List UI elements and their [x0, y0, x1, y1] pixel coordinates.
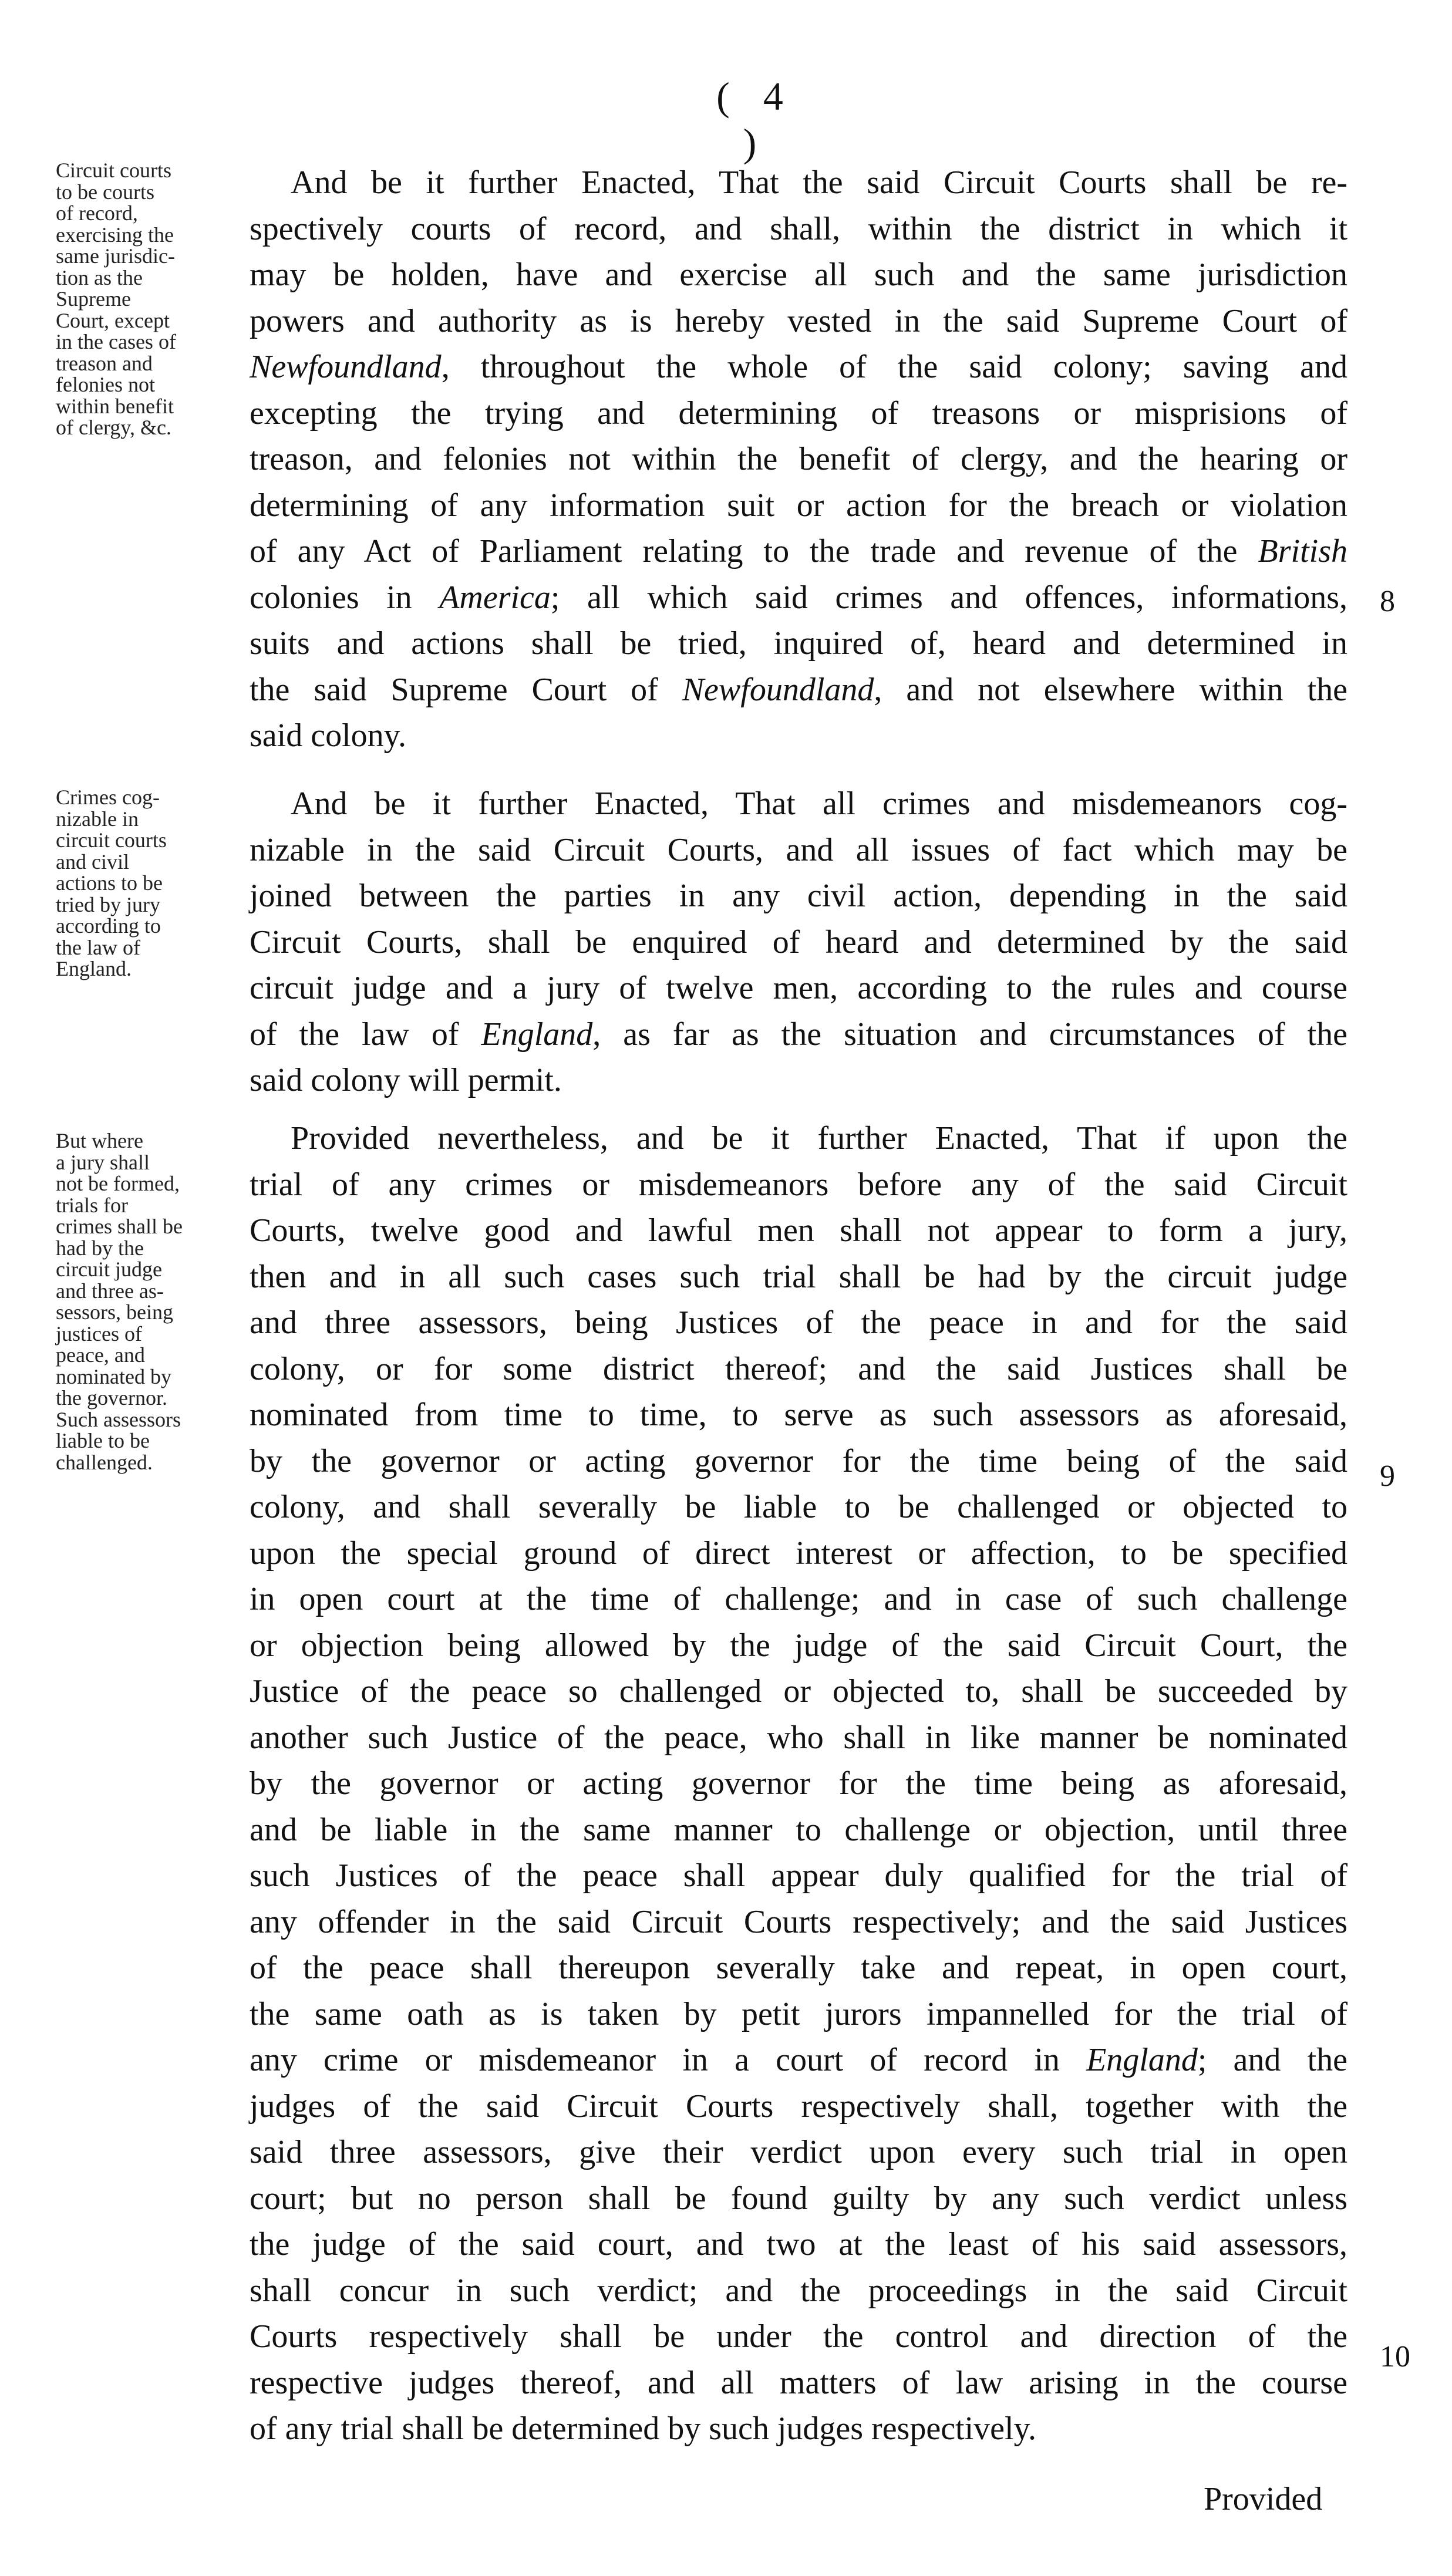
- catchword: Provided: [1204, 2481, 1323, 2517]
- margin-note-crimes-cognizable: Crimes cog- nizable in circuit courts and civil actions to be tried by jury according to the law of England.: [56, 785, 167, 980]
- paragraph-assessors-proviso: Provided nevertheless, and be it further Enacted, That if upon the trial of any crimes or misdemeanors before any of the said Circuit Courts, twelve good and lawful men shall not appear to form a jury, then and in all such cases such trial shall be had by the circuit judge and three assessors, being Justices of the peace in and for the said colony, or for some district thereof; and the said Justices shall be nominated from time to time, to serve as such assessors as aforesaid, by the governor or acting governor for the time being of the said colony, and shall severally be liable to be challenged or objected to upon the special ground of direct interest or affection, to be specified in open court at the time of challenge; and in case of such challenge or objection being allowed by the judge of the said Circuit Court, the Justice of the peace so challenged or objected to, shall be succeeded by another such Justice of the peace, who shall in like manner be nominated by the governor or acting governor for the time being as aforesaid, and be liable in the same manner to challenge or objection, until three such Justices of the peace shall appear duly qualified for the trial of any offender in the said Circuit Courts respectively; and the said Justices of the peace shall thereupon severally take and repeat, in open court, the same oath as is taken by petit jurors impannelled for the trial of any crime or misdemeanor in a court of record in England; and the judges of the said Circuit Courts respectively shall, together with the said three assessors, give their verdict upon every such trial in open court; but no person shall be found guilty by any such verdict unless the judge of the said court, and two at the least of his said assessors, shall concur in such verdict; and the proceedings in the said Circuit Courts respectively shall be under the control and direction of the respective judges thereof, and all matters of law arising in the course of any trial shall be determined by such judges respectively.: [250, 1120, 1347, 2447]
- side-number-9: 9: [1380, 1459, 1395, 1493]
- side-number-10: 10: [1380, 2340, 1410, 2373]
- page-number: ( 4 ): [716, 74, 795, 165]
- side-number-8: 8: [1380, 585, 1395, 618]
- paragraph-circuit-courts-jurisdiction: And be it further Enacted, That the said Circuit Courts shall be re- spectively courts of record, and shall, within the district in which it may be holden, have and exercise all such and the same jurisdiction powers and authority as is hereby vested in the said Supreme Court of Newfoundland, throughout the whole of the said colony; saving and excepting the trying and determining of treasons or misprisions of treason, and felonies not within the benefit of clergy, and the hearing or determining of any information suit or action for the breach or violation of any Act of Parliament relating to the trade and revenue of the British colonies in America; all which said crimes and offences, informations, suits and actions shall be tried, inquired of, heard and determined in the said Supreme Court of Newfoundland, and not elsewhere within the said colony.: [250, 164, 1348, 754]
- margin-note-circuit-courts: Circuit courts to be courts of record, exercising the same jurisdic- tion as the Supreme Court, except in the cases of treason and felonies not within benefit of clergy, &c.: [56, 159, 176, 439]
- paragraph-jury-trials: And be it further Enacted, That all crimes and misdemeanors cog- nizable in the said Circuit Courts, and all issues of fact which may be joined between the parties in any civil action, depending in the said Circuit Courts, shall be enquired of heard and determined by the said circuit judge and a jury of twelve men, according to the rules and course of the law of England, as far as the situation and circumstances of the said colony will permit.: [250, 785, 1347, 1098]
- margin-note-assessors: But where a jury shall not be formed, trials for crimes shall be had by the circuit judge and three as- sessors, being justices of peace, and nominated by the governor. Such assessors liable to be challenged.: [56, 1129, 183, 1474]
